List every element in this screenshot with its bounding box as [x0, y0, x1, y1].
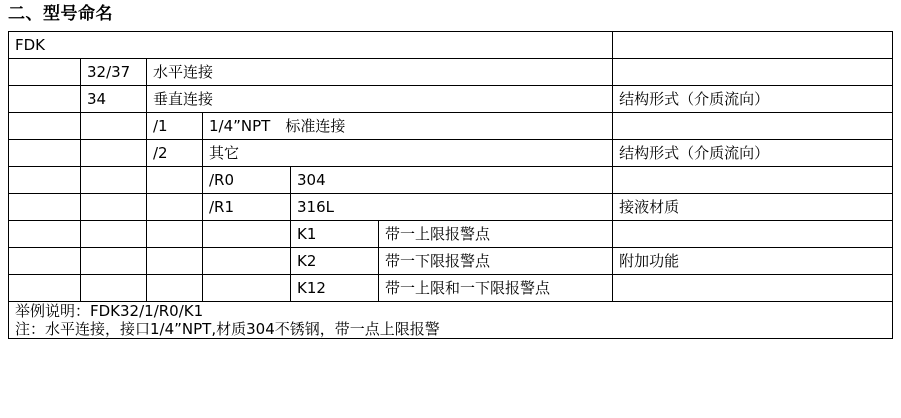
category-cell: [613, 59, 893, 86]
empty-cell: [9, 113, 81, 140]
empty-cell: [81, 221, 147, 248]
description-cell: 垂直连接: [147, 86, 613, 113]
description-cell: 304: [291, 167, 613, 194]
section-title: 二、型号命名: [8, 4, 113, 24]
category-cell: [613, 221, 893, 248]
empty-cell: [9, 248, 81, 275]
empty-cell: [147, 167, 203, 194]
model-naming-table: [8, 31, 893, 339]
empty-cell: [147, 275, 203, 302]
description-cell: 水平连接: [147, 59, 613, 86]
empty-cell: [9, 275, 81, 302]
empty-cell: [81, 113, 147, 140]
category-cell: [613, 32, 893, 59]
empty-cell: [9, 221, 81, 248]
empty-cell: [9, 59, 81, 86]
code-cell: /1: [147, 113, 203, 140]
table-row: [9, 32, 893, 59]
description-cell: 1/4”NPT 标准连接: [203, 113, 613, 140]
empty-cell: [81, 167, 147, 194]
empty-cell: [81, 248, 147, 275]
empty-cell: [9, 140, 81, 167]
table-row: [9, 86, 893, 113]
table-row: [9, 275, 893, 302]
table-row: [9, 248, 893, 275]
empty-cell: [9, 194, 81, 221]
empty-cell: [9, 86, 81, 113]
note-detail: 注：水平连接，接口1/4”NPT,材质304不锈钢，带一点上限报警: [15, 320, 440, 338]
category-cell-structure-2: 结构形式（介质流向）: [613, 140, 893, 167]
table-row: [9, 194, 893, 221]
description-cell: 其它: [203, 140, 613, 167]
empty-cell: [147, 221, 203, 248]
category-cell: [613, 275, 893, 302]
code-cell: /2: [147, 140, 203, 167]
empty-cell: [81, 140, 147, 167]
table-row: [9, 140, 893, 167]
table-row: [9, 59, 893, 86]
code-cell: /R1: [203, 194, 291, 221]
category-cell-extra-function: 附加功能: [613, 248, 893, 275]
note-example: 举例说明：FDK32/1/R0/K1: [15, 302, 204, 320]
code-cell: /R0: [203, 167, 291, 194]
model-prefix-cell: FDK: [9, 32, 613, 59]
code-cell: K1: [291, 221, 379, 248]
category-cell: [613, 113, 893, 140]
description-cell: 316L: [291, 194, 613, 221]
description-cell: 带一上限报警点: [379, 221, 613, 248]
description-cell: 带一上限和一下限报警点: [379, 275, 613, 302]
code-cell: 34: [81, 86, 147, 113]
empty-cell: [9, 167, 81, 194]
table-note-row: [9, 302, 893, 339]
empty-cell: [203, 248, 291, 275]
empty-cell: [203, 221, 291, 248]
code-cell: K12: [291, 275, 379, 302]
table-row: [9, 167, 893, 194]
table-row: [9, 113, 893, 140]
description-cell: 带一下限报警点: [379, 248, 613, 275]
empty-cell: [203, 275, 291, 302]
code-cell: 32/37: [81, 59, 147, 86]
category-cell: [613, 167, 893, 194]
table-row: [9, 221, 893, 248]
category-cell-structure: 结构形式（介质流向）: [613, 86, 893, 113]
note-cell: [9, 302, 893, 339]
code-cell: K2: [291, 248, 379, 275]
category-cell-material: 接液材质: [613, 194, 893, 221]
empty-cell: [81, 275, 147, 302]
empty-cell: [147, 194, 203, 221]
empty-cell: [147, 248, 203, 275]
empty-cell: [81, 194, 147, 221]
